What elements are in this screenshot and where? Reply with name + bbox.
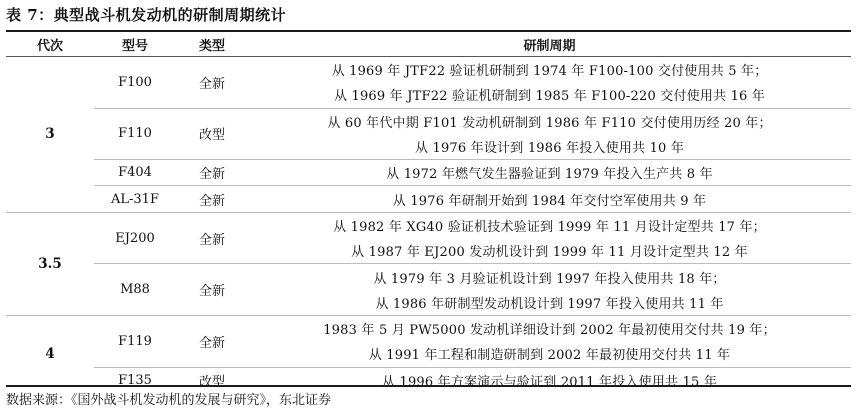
cycle-cell: 从 1986 年研制型发动机设计到 1997 年投入使用共 11 年 [375,296,724,312]
table-row [6,186,851,212]
cycle-cell: 从 1987 年 EJ200 发动机设计到 1999 年 11 月设计定型共 12 年 [351,245,748,261]
generation-cell: 4 [6,315,94,392]
table-header-row [6,33,851,57]
generation-cell: 3 [45,126,55,143]
table-row [6,160,851,186]
source-note: 数据来源：《国外战斗机发动机的发展与研究》，东北证券 [6,393,332,408]
type-cell: 全新 [176,160,248,186]
table-title: 表 7：典型战斗机发动机的研制周期统计 [6,6,287,24]
model-cell: AL-31F [94,186,176,212]
header-generation: 代次 [6,33,94,57]
type-cell: 全新 [176,315,248,367]
type-cell: 改型 [176,367,248,393]
table-row [6,315,851,341]
cycle-cell: 从 1996 年方案演示与验证到 2011 年投入使用共 15 年 [248,367,851,393]
type-cell: 全新 [176,264,248,316]
table-row [6,57,851,83]
cycle-cell: 从 1976 年研制开始到 1984 年交付空军使用共 9 年 [248,186,851,212]
header-cycle: 研制周期 [248,33,851,57]
type-cell: 全新 [176,186,248,212]
cycle-cell: 从 1979 年 3 月验证机设计到 1997 年投入使用共 18 年； [248,264,851,290]
cycle-cell: 从 1972 年燃气发生器验证到 1979 年投入生产共 8 年 [248,160,851,186]
generation-cell: 3.5 [6,212,94,315]
cycle-cell: 从 1991 年工程和制造研制到 2002 年最初使用交付共 11 年 [368,348,731,364]
cycle-cell: 从 1969 年 JTF22 验证机研制到 1985 年 F100-220 交付使用共 16 年 [333,89,766,105]
cycle-cell: 从 1976 年设计到 1986 年投入使用共 10 年 [414,141,685,157]
header-model: 型号 [94,33,176,57]
model-cell: F100 [118,74,152,90]
model-cell: F119 [94,315,176,367]
cycle-cell: 从 1982 年 XG40 验证机技术验证到 1999 年 11 月设计定型共 17 年； [248,212,851,238]
model-cell: F404 [94,160,176,186]
type-cell: 全新 [198,76,225,92]
engine-cycle-table [6,33,851,393]
table-row [6,108,851,134]
cycle-cell: 1983 年 5 月 PW5000 发动机详细设计到 2002 年最初使用交付共 19 年； [248,315,851,341]
type-cell: 全新 [176,212,248,264]
model-cell: M88 [94,264,176,316]
cycle-cell: 从 60 年代中期 F101 发动机研制到 1986 年 F110 交付使用历经 20 年； [248,108,851,134]
model-cell: EJ200 [94,212,176,264]
bottom-rule [6,385,851,387]
top-rule [6,30,851,32]
table-row [6,212,851,238]
header-type: 类型 [176,33,248,57]
model-cell: F110 [94,108,176,160]
table-row [6,264,851,290]
type-cell: 改型 [176,108,248,160]
model-cell: F135 [94,367,176,393]
cycle-cell: 从 1969 年 JTF22 验证机研制到 1974 年 F100-100 交付使用共 5 年； [331,64,768,80]
